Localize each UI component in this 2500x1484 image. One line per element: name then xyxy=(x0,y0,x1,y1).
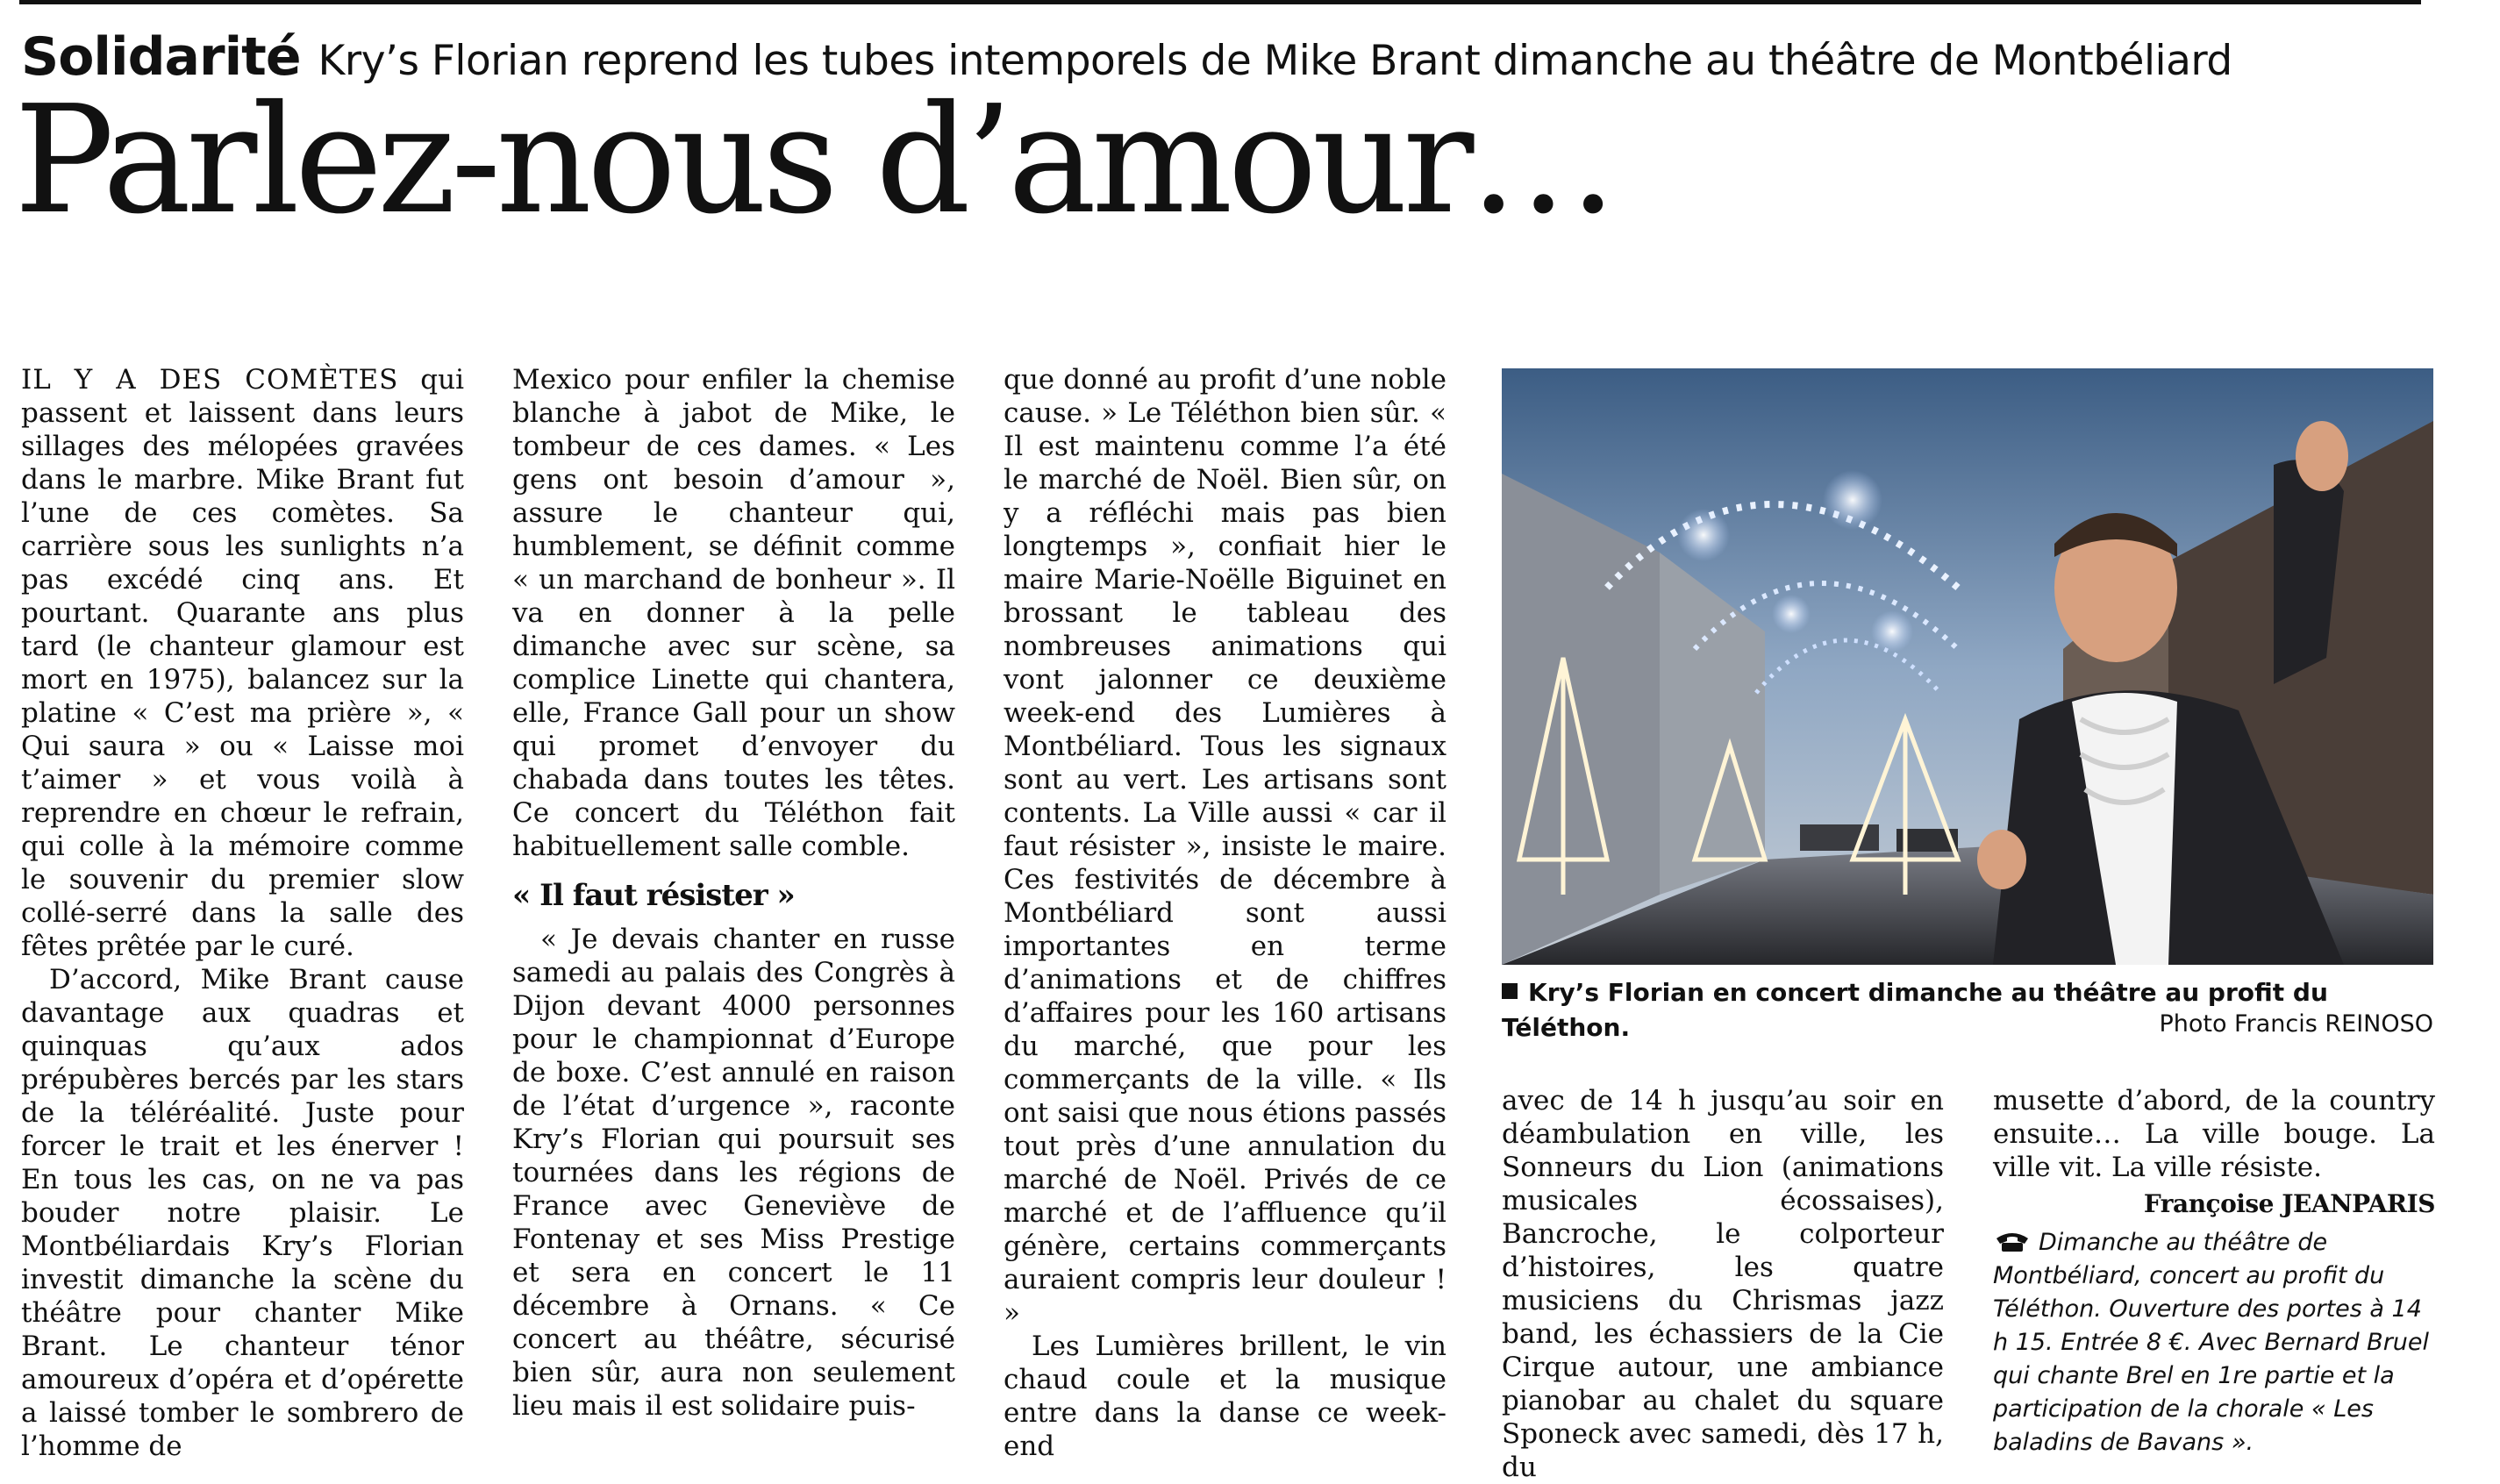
article-column-5 xyxy=(1993,1084,2435,1459)
top-rule xyxy=(19,0,2421,4)
telephone-icon xyxy=(1993,1230,2032,1252)
paragraph-text: qui passent et laissent dans leurs sillages des mélopées gravées dans le marbre. Mike Brant fut l’une de ces comètes. Sa carrière sous les sunlights n’a pas excédé cinq ans. Et pourtant. Quarante ans plus tard (le chanteur glamour est mort en 1975), balancez sur la platine « C’est ma prière », « Qui saura » ou « Laisse moi t’aimer » et vous voilà à reprendre en chœur le refrain, qui colle à la mémoire comme le souvenir du premier slow collé-serré dans la salle des fêtes prêtée par le curé. xyxy=(21,364,464,962)
lead-in: IL Y A DES COMÈTES xyxy=(21,364,399,396)
article-column-1 xyxy=(21,363,464,1463)
article-photo xyxy=(1502,368,2433,965)
paragraph: Mexico pour enfiler la chemise blanche à jabot de Mike, le tombeur de ces dames. « Les gens ont besoin d’amour », assure le chanteur qui, humblement, se définit comme « un marchand de bonheur ». Il va en donner à la pelle dimanche avec sur scène, sa complice Linette qui chantera, elle, France Gall pour un show qui promet d’envoyer du chabada dans toutes les têtes. Ce concert du Téléthon fait habituellement salle comble. xyxy=(512,364,955,862)
intertitle: « Il faut résister » xyxy=(512,878,795,913)
practical-info-text: Dimanche au théâtre de Montbéliard, concert au profit du Téléthon. Ouverture des portes à 14 h 15. Entrée 8 €. Avec Bernard Bruel qui chante Brel en 1re partie et la participation de la chorale « Les baladins de Bavans ». xyxy=(1993,1229,2430,1456)
paragraph xyxy=(21,363,464,963)
article-column-3 xyxy=(1004,363,1446,1463)
paragraph: « Je devais chanter en russe samedi au palais des Congrès à Dijon devant 4000 personnes pour le championnat d’Europe de boxe. C’est annulé en raison de l’état d’urgence », raconte Kry’s Florian qui poursuit ses tournées dans les régions de France avec Geneviève de Fontenay et ses Miss Prestige et sera en concert le 11 décembre à Ornans. « Ce concert au théâtre, sécurisé bien sûr, aura non seulement lieu mais il est solidaire puis- xyxy=(512,924,955,1422)
section-label: Solidarité xyxy=(21,26,301,88)
article-column-2 xyxy=(512,363,955,1423)
author-first-name: Françoise xyxy=(2143,1189,2274,1218)
article-column-4 xyxy=(1502,1084,1944,1484)
practical-info xyxy=(1993,1226,2435,1459)
square-bullet-icon xyxy=(1502,983,1518,999)
paragraph: musette d’abord, de la country ensuite… La ville bouge. La ville vit. La ville résiste. xyxy=(1993,1085,2435,1183)
photo-credit: Photo Francis REINOSO xyxy=(2159,1010,2433,1038)
paragraph: Les Lumières brillent, le vin chaud coule et la musique entre dans la danse ce week-end xyxy=(1004,1331,1446,1462)
author-last-name: JEANPARIS xyxy=(2282,1189,2435,1218)
caption-text: Kry’s Florian en concert dimanche au théâtre au profit du Téléthon. xyxy=(1502,978,2328,1042)
photo-caption-block xyxy=(1502,975,2433,1045)
photo-illustration xyxy=(1502,368,2433,965)
paragraph: avec de 14 h jusqu’au soir en déambulation en ville, les Sonneurs du Lion (animations musicales écossaises), Bancroche, le colporteur d’histoires, les quatre musiciens du Chrismas jazz band, les échassiers de la Cie Cirque autour, une ambiance pianobar au chalet du square Sponeck avec samedi, dès 17 h, du xyxy=(1502,1085,1944,1483)
paragraph: D’accord, Mike Brant cause davantage aux quadras et quinquas qu’aux ados prépubères bercés par les stars de la téléréalité. Juste pour forcer le trait et les énerver ! En tous les cas, on ne va pas bouder notre plaisir. Le Montbéliardais Kry’s Florian investit dimanche la scène du théâtre pour chanter Mike Brant. Le chanteur ténor amoureux d’opéra et d’opérette a laissé tomber le sombrero de l’homme de xyxy=(21,964,464,1462)
subtitle: Kry’s Florian reprend les tubes intemporels de Mike Brant dimanche au théâtre de Montbéliard xyxy=(318,37,2232,85)
paragraph: que donné au profit d’une noble cause. » Le Téléthon bien sûr. « Il est maintenu comme l’a été le marché de Noël. Bien sûr, on y a réfléchi mais pas bien longtemps », confiait hier le maire Marie-Noëlle Biguinet en brossant le tableau des nombreuses animations qui vont jalonner ce deuxième week-end des Lumières à Montbéliard. Tous les signaux sont au vert. Les artisans sont contents. La Ville aussi « car il faut résister », insiste le maire. Ces festivités de décembre à Montbéliard sont aussi importantes en terme d’animations et de chiffres d’affaires pour les 160 artisans du marché, que pour les commerçants de la ville. « Ils ont saisi que nous étions passés tout près d’une annulation du marché de Noël. Privés de ce marché et de l’affluence qu’il génère, certains commerçants auraient compris leur douleur ! » xyxy=(1004,364,1446,1329)
author-signature xyxy=(1993,1188,2435,1221)
headline: Parlez-nous d’amour… xyxy=(14,74,1613,247)
